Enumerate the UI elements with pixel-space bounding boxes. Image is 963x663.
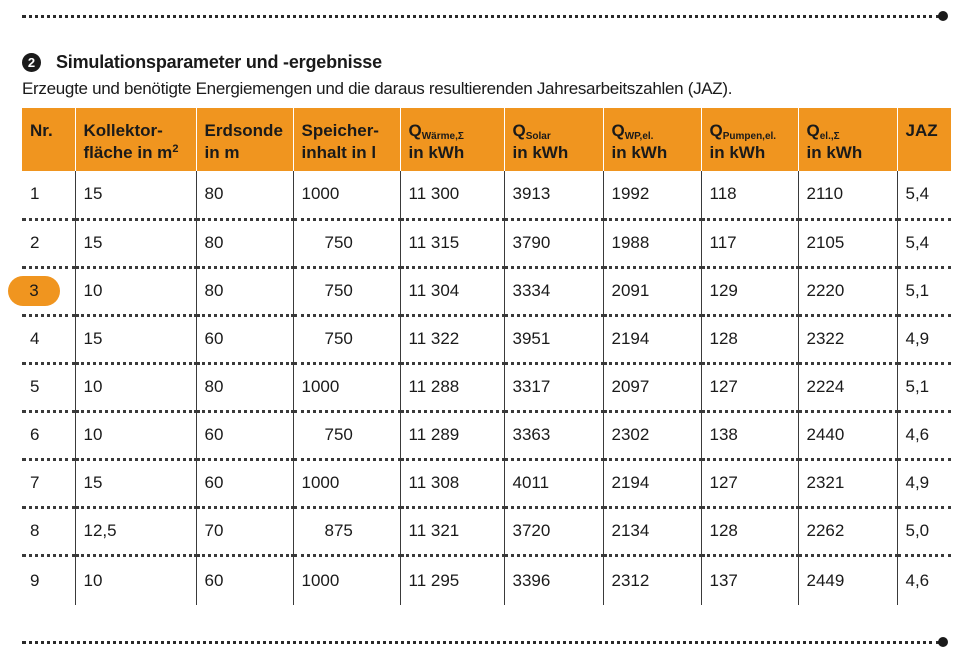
cell-q-solar: 3317 (504, 363, 603, 411)
simulation-results-table (22, 108, 951, 605)
cell-q-wp: 1992 (603, 171, 701, 219)
table-row (22, 267, 951, 315)
cell-q-wp: 2312 (603, 555, 701, 605)
cell-speicherinhalt: 1000 (293, 171, 400, 219)
header-nr: Nr. (22, 108, 75, 171)
cell-jaz: 5,1 (897, 363, 951, 411)
cell-erdsonde: 60 (196, 555, 293, 605)
cell-jaz: 4,6 (897, 555, 951, 605)
cell-jaz: 4,9 (897, 315, 951, 363)
cell-q-waerme: 11 295 (400, 555, 504, 605)
cell-q-waerme: 11 304 (400, 267, 504, 315)
cell-erdsonde: 80 (196, 363, 293, 411)
cell-q-waerme: 11 289 (400, 411, 504, 459)
header-q-solar: $Q_{Solar}$ in kWh (504, 108, 603, 171)
cell-q-el: 2440 (798, 411, 897, 459)
cell-jaz: 5,1 (897, 267, 951, 315)
cell-q-solar: 3951 (504, 315, 603, 363)
cell-erdsonde: 60 (196, 411, 293, 459)
cell-q-solar: 3790 (504, 219, 603, 267)
cell-nr: 2 (22, 219, 75, 267)
cell-q-waerme: 11 300 (400, 171, 504, 219)
cell-erdsonde: 60 (196, 459, 293, 507)
cell-kollektorflaeche: 10 (75, 267, 196, 315)
cell-kollektorflaeche: 15 (75, 315, 196, 363)
cell-q-wp: 2302 (603, 411, 701, 459)
table-row (22, 363, 951, 411)
header-kollektorflaeche: Kollektor- fläche in $m^2$ (75, 108, 196, 171)
cell-kollektorflaeche: 15 (75, 171, 196, 219)
bottom-rule-end-dot (938, 637, 948, 647)
cell-q-solar: 3334 (504, 267, 603, 315)
cell-q-el: 2322 (798, 315, 897, 363)
cell-jaz: 4,6 (897, 411, 951, 459)
cell-kollektorflaeche: 12,5 (75, 507, 196, 555)
cell-speicherinhalt: 750 (293, 267, 400, 315)
cell-nr: 4 (22, 315, 75, 363)
cell-q-pumpen: 127 (701, 459, 798, 507)
cell-erdsonde: 80 (196, 219, 293, 267)
cell-kollektorflaeche: 15 (75, 219, 196, 267)
cell-jaz: 5,4 (897, 219, 951, 267)
table-row (22, 411, 951, 459)
table-row (22, 459, 951, 507)
cell-q-waerme: 11 288 (400, 363, 504, 411)
cell-nr: 5 (22, 363, 75, 411)
section-number-badge: 2 (22, 53, 41, 72)
table-body (22, 171, 951, 605)
cell-q-pumpen: 129 (701, 267, 798, 315)
cell-q-waerme: 11 321 (400, 507, 504, 555)
cell-erdsonde: 70 (196, 507, 293, 555)
cell-kollektorflaeche: 10 (75, 363, 196, 411)
cell-erdsonde: 80 (196, 267, 293, 315)
header-q-pumpen: $Q_{Pumpen,el.}$ in kWh (701, 108, 798, 171)
header-q-el: $Q_{el.,\Sigma}$ in kWh (798, 108, 897, 171)
cell-q-wp: 1988 (603, 219, 701, 267)
cell-q-el: 2220 (798, 267, 897, 315)
cell-speicherinhalt: 1000 (293, 363, 400, 411)
cell-speicherinhalt: 750 (293, 315, 400, 363)
cell-nr: 9 (30, 570, 40, 590)
cell-q-pumpen: 128 (701, 315, 798, 363)
cell-nr: 1 (22, 171, 75, 219)
table-row (22, 507, 951, 555)
cell-q-waerme: 11 315 (400, 219, 504, 267)
bottom-dotted-rule (22, 641, 940, 644)
cell-speicherinhalt: 750 (293, 219, 400, 267)
cell-q-pumpen: 117 (701, 219, 798, 267)
cell-nr: 8 (22, 507, 75, 555)
cell-q-pumpen: 128 (701, 507, 798, 555)
header-q-wp: $Q_{WP,el.}$ in kWh (603, 108, 701, 171)
cell-jaz: 5,4 (897, 171, 951, 219)
cell-erdsonde: 60 (196, 315, 293, 363)
cell-nr: 7 (22, 459, 75, 507)
cell-q-el: 2321 (798, 459, 897, 507)
cell-q-solar: 3363 (504, 411, 603, 459)
cell-q-el: 2224 (798, 363, 897, 411)
highlighted-row-marker: 3 (8, 276, 60, 306)
table-row (22, 315, 951, 363)
cell-q-el: 2110 (798, 171, 897, 219)
cell-nr: 6 (22, 411, 75, 459)
cell-q-solar: 3396 (504, 555, 603, 605)
cell-kollektorflaeche: 15 (75, 459, 196, 507)
table-row (22, 171, 951, 219)
cell-q-wp: 2194 (603, 315, 701, 363)
table-header-row (22, 108, 951, 171)
table-row (22, 219, 951, 267)
section-title: Simulationsparameter und -ergebnisse (56, 51, 382, 72)
header-jaz: JAZ (897, 108, 951, 171)
section-heading (22, 50, 382, 74)
cell-q-el: 2262 (798, 507, 897, 555)
cell-q-el: 2105 (798, 219, 897, 267)
cell-q-pumpen: 137 (701, 555, 798, 605)
cell-kollektorflaeche: 10 (75, 555, 196, 605)
cell-speicherinhalt: 750 (293, 411, 400, 459)
cell-q-pumpen: 118 (701, 171, 798, 219)
header-erdsonde: Erdsonde in m (196, 108, 293, 171)
top-rule-end-dot (938, 11, 948, 21)
cell-q-wp: 2194 (603, 459, 701, 507)
cell-kollektorflaeche: 10 (75, 411, 196, 459)
header-q-waerme: $Q_{Wärme,\Sigma}$ in kWh (400, 108, 504, 171)
cell-jaz: 5,0 (897, 507, 951, 555)
cell-q-wp: 2134 (603, 507, 701, 555)
cell-speicherinhalt: 1000 (293, 459, 400, 507)
cell-erdsonde: 80 (196, 171, 293, 219)
cell-nr (22, 267, 75, 315)
cell-speicherinhalt: 1000 (293, 555, 400, 605)
cell-speicherinhalt: 875 (293, 507, 400, 555)
section-subtitle: Erzeugte und benötigte Energiemengen und die daraus resultierenden Jahresarbeitszahlen (JAZ). (22, 79, 733, 98)
cell-q-wp: 2097 (603, 363, 701, 411)
cell-q-solar: 3913 (504, 171, 603, 219)
cell-q-pumpen: 138 (701, 411, 798, 459)
cell-q-el: 2449 (798, 555, 897, 605)
cell-q-solar: 3720 (504, 507, 603, 555)
header-speicherinhalt: Speicher- inhalt in l (293, 108, 400, 171)
cell-q-waerme: 11 322 (400, 315, 504, 363)
cell-q-waerme: 11 308 (400, 459, 504, 507)
top-dotted-rule (22, 15, 940, 18)
table-row (22, 555, 951, 605)
cell-jaz: 4,9 (897, 459, 951, 507)
cell-q-solar: 4011 (504, 459, 603, 507)
cell-q-wp: 2091 (603, 267, 701, 315)
cell-q-pumpen: 127 (701, 363, 798, 411)
